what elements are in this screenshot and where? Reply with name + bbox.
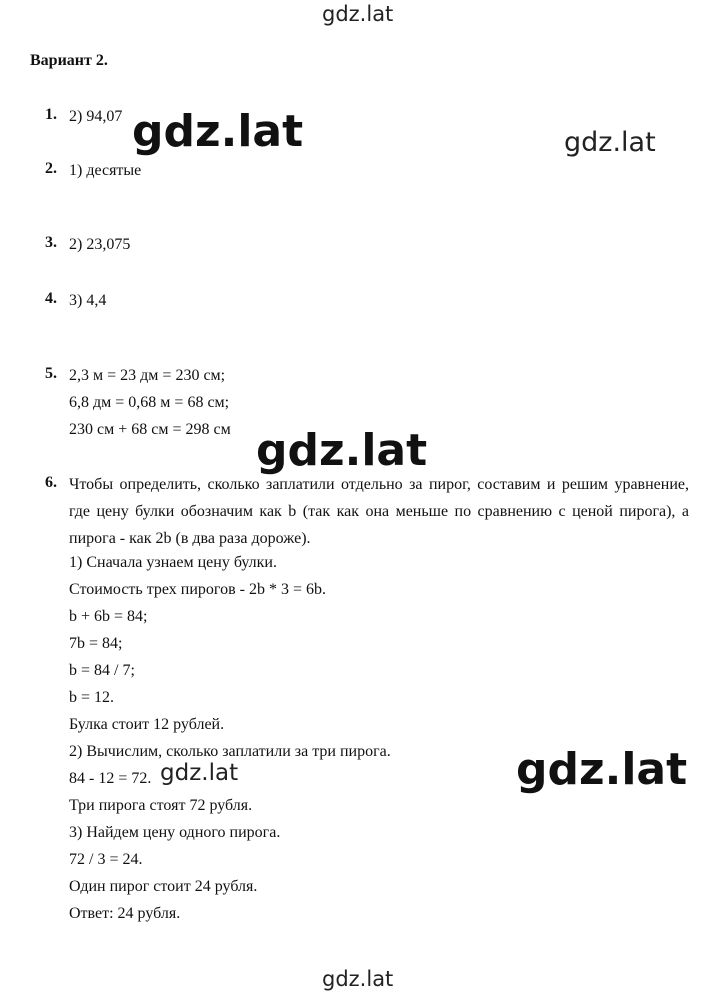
watermark-medium-2: gdz.lat <box>160 760 239 786</box>
solution-line: Один пирог стоит 24 рубля. <box>69 878 258 895</box>
variant-heading: Вариант 2. <box>30 52 108 69</box>
solution-line: Три пирога стоят 72 рубля. <box>69 797 253 814</box>
item-number: 6. <box>45 474 57 491</box>
answer-line: 2) 94,07 <box>69 108 123 125</box>
solution-line: Стоимость трех пирогов - 2b * 3 = 6b. <box>69 581 326 598</box>
watermark-large-1: gdz.lat <box>132 106 304 157</box>
item-body <box>69 290 689 317</box>
item-body <box>69 471 689 930</box>
item-body <box>69 160 689 187</box>
solution-line: 1) Сначала узнаем цену булки. <box>69 554 277 571</box>
solution-line: 7b = 84; <box>69 635 123 652</box>
solution-line: Ответ: 24 рубля. <box>69 905 181 922</box>
solution-line: b = 12. <box>69 689 115 706</box>
item-number: 3. <box>45 234 57 251</box>
answer-line: 230 см + 68 см = 298 см <box>69 421 231 438</box>
solution-line: Булка стоит 12 рублей. <box>69 716 225 733</box>
item-number: 1. <box>45 106 57 123</box>
watermark-medium-1: gdz.lat <box>564 127 656 158</box>
solution-line: 3) Найдем цену одного пирога. <box>69 824 281 841</box>
watermark-large-2: gdz.lat <box>256 425 428 476</box>
answer-line: 2) 23,075 <box>69 236 131 253</box>
item-number: 4. <box>45 290 57 307</box>
answer-line: 3) 4,4 <box>69 292 107 309</box>
solution-line: 2) Вычислим, сколько заплатили за три пирога. <box>69 743 391 760</box>
item-number: 2. <box>45 160 57 177</box>
answer-line: 6,8 дм = 0,68 м = 68 см; <box>69 394 230 411</box>
answer-line: 1) десятые <box>69 162 142 179</box>
solution-line: b = 84 / 7; <box>69 662 135 679</box>
item-body <box>69 234 689 261</box>
watermark-top: gdz.lat <box>322 2 394 26</box>
item-number: 5. <box>45 365 57 382</box>
solution-paragraph: Чтобы определить, сколько заплатили отдельно за пирог, составим и решим уравнение, где цену булки обозначим как b (так как она меньше по сравнению с ценой пирога), а пирога - как 2b (в два раза дороже). <box>69 476 689 547</box>
solution-line: 72 / 3 = 24. <box>69 851 143 868</box>
solution-line: b + 6b = 84; <box>69 608 148 625</box>
solution-line: 84 - 12 = 72. <box>69 770 152 787</box>
answer-line: 2,3 м = 23 дм = 230 см; <box>69 367 226 384</box>
watermark-large-3: gdz.lat <box>516 744 688 795</box>
watermark-bottom: gdz.lat <box>322 967 394 991</box>
